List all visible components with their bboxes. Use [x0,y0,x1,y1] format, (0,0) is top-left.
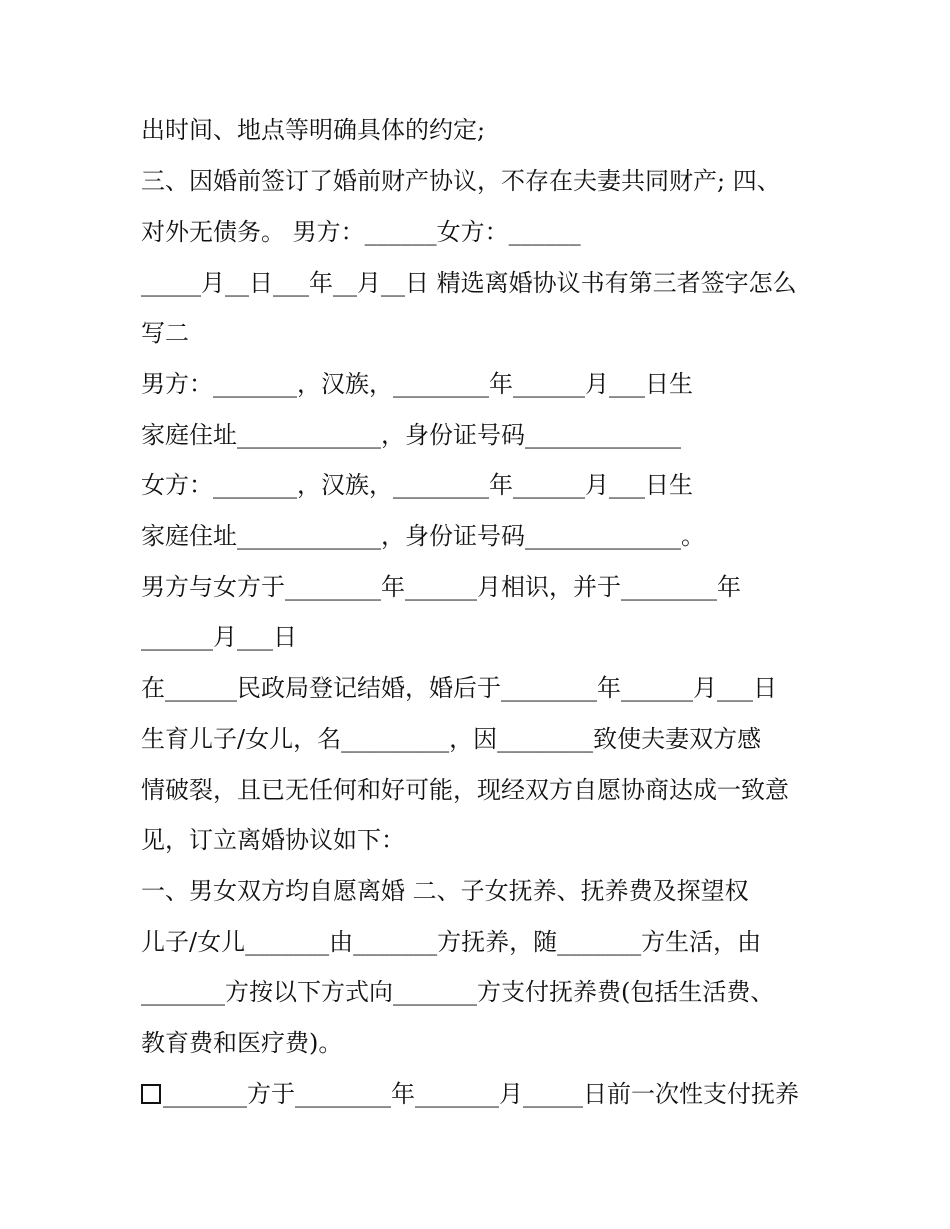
text-line: _______方按以下方式向_______方支付抚养费(包括生活费、 [141,978,775,1006]
text-line: 出时间、地点等明确具体的约定; [141,116,486,144]
text-line: 在______民政局登记结婚，婚后于________年______月___日 [141,674,777,702]
text-line: 男方与女方于________年______月相识，并于________年 [141,573,741,601]
text-line: 生育儿子/女儿，名_________，因________致使夫妻双方感 [141,725,762,753]
text-line: 情破裂，且已无任何和好可能，现经双方自愿协商达成一致意 [141,776,789,804]
text-line: 教育费和医疗费)。 [141,1029,343,1057]
text-line: _______方于________年_______月_____日前一次性支付抚养 [163,1080,799,1108]
text-line: 一、男女双方均自愿离婚 二、子女抚养、抚养费及探望权 [141,877,749,905]
text-line: 三、因婚前签订了婚前财产协议，不存在夫妻共同财产; 四、 [141,167,781,195]
text-line-with-checkbox [141,1079,799,1109]
checkbox-icon [141,1084,161,1104]
text-line: 对外无债务。 男方：______女方：______ [141,218,581,246]
text-line: _____月__日___年__月__日 精选离婚协议书有第三者签字怎么 [141,269,797,297]
text-line: 家庭住址____________，身份证号码_____________。 [141,522,705,550]
text-line: 男方：_______，汉族，________年______月___日生 [141,370,693,398]
text-line: ______月___日 [141,623,297,651]
text-line: 家庭住址____________，身份证号码_____________ [141,421,681,449]
text-line: 女方：_______，汉族，________年______月___日生 [141,471,693,499]
text-line: 儿子/女儿_______由_______方抚养，随_______方生活，由 [141,928,762,956]
text-line: 见，订立离婚协议如下： [141,826,405,854]
text-line: 写二 [141,319,189,347]
